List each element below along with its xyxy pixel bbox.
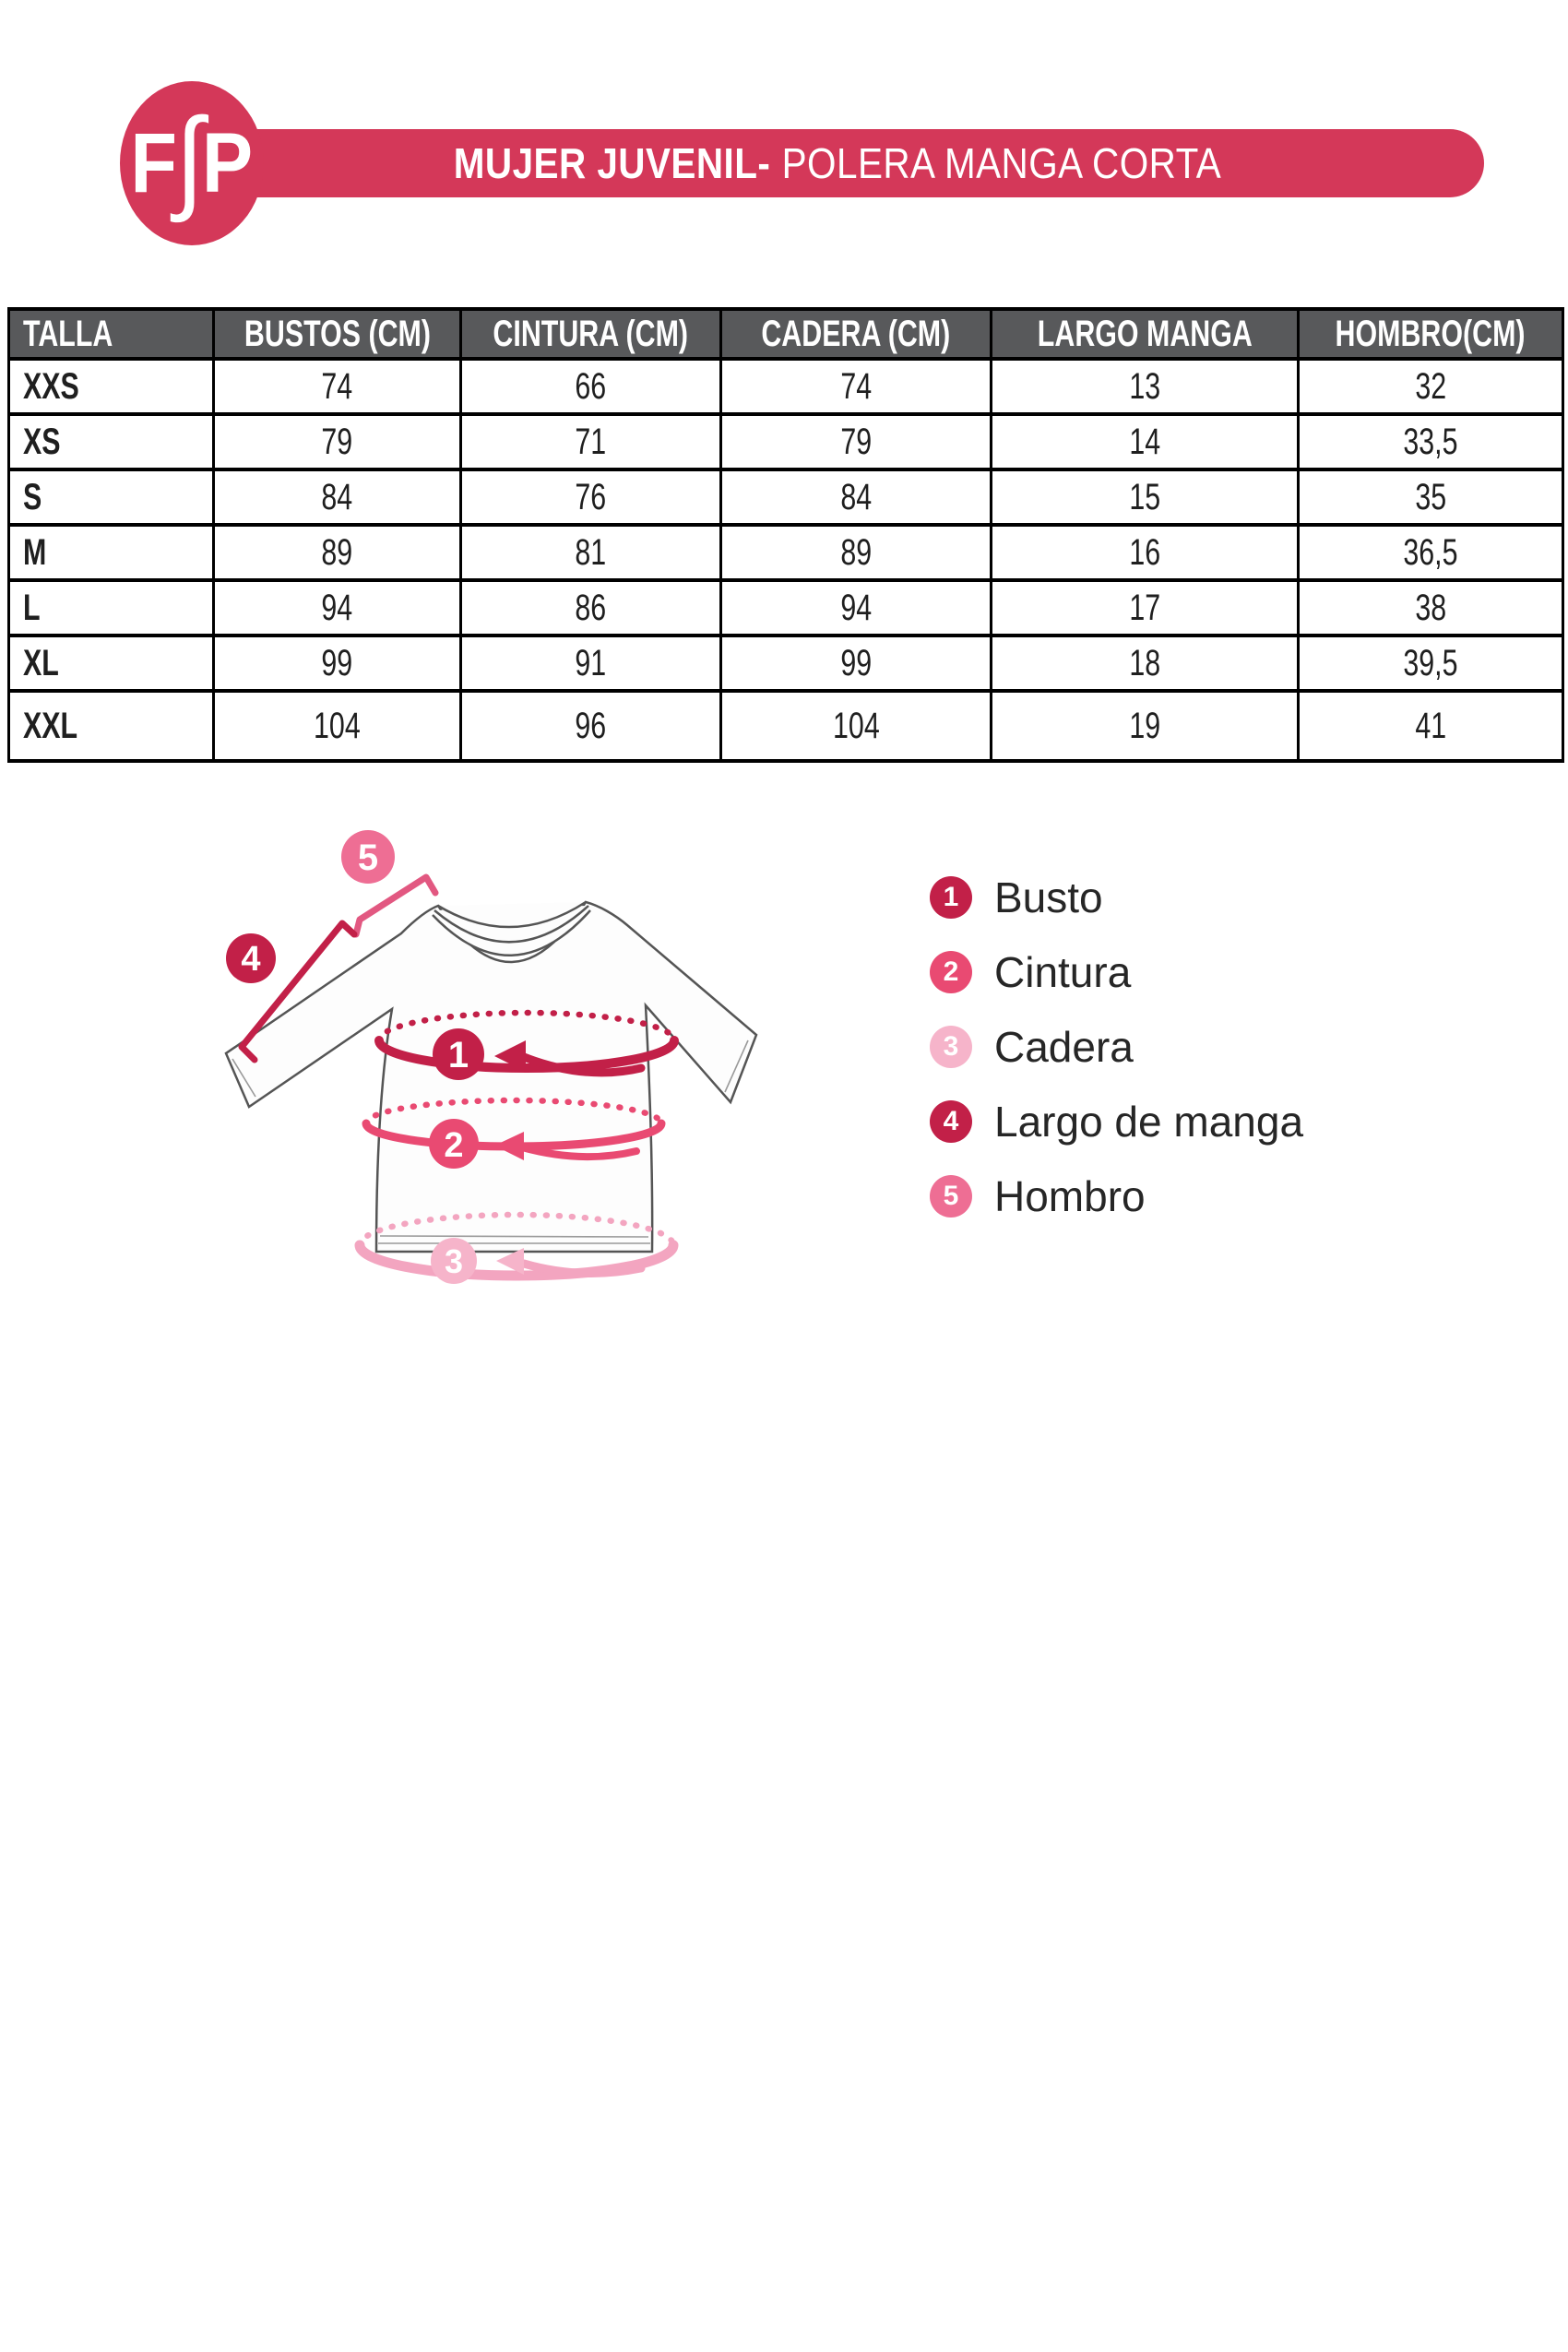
table-cell: 18 (992, 636, 1299, 691)
table-cell: 94 (214, 580, 461, 636)
size-label: XL (9, 636, 214, 691)
size-label: XXL (9, 691, 214, 761)
page-title (454, 138, 1221, 188)
table-cell: 104 (721, 691, 992, 761)
table-row-xl (9, 636, 1563, 691)
table-row-xxl (9, 691, 1563, 761)
logo-letter-f: F (130, 116, 178, 210)
legend-label: Busto (994, 873, 1103, 921)
legend-badge-4: 4 (930, 1100, 972, 1143)
measurement-legend (930, 873, 1304, 1250)
table-cell: 19 (992, 691, 1299, 761)
legend-badge-3: 3 (930, 1026, 972, 1068)
legend-label: Cadera (994, 1023, 1134, 1071)
table-cell: 33,5 (1299, 414, 1563, 469)
logo-letter-p: P (202, 116, 254, 210)
legend-label: Cintura (994, 948, 1132, 996)
column-header-largo-manga: LARGO MANGA (992, 309, 1299, 359)
table-cell: 16 (992, 525, 1299, 580)
table-cell: 79 (721, 414, 992, 469)
table-row-m (9, 525, 1563, 580)
table-cell: 86 (461, 580, 721, 636)
legend-item-cadera (930, 1023, 1303, 1071)
legend-item-busto (930, 873, 1303, 921)
table-cell: 84 (214, 469, 461, 525)
diagram-badge-2-number: 2 (444, 1126, 464, 1165)
diagram-badge-3-number: 3 (444, 1242, 464, 1280)
table-cell: 15 (992, 469, 1299, 525)
size-label: XS (9, 414, 214, 469)
table-cell: 96 (461, 691, 721, 761)
table-cell: 71 (461, 414, 721, 469)
column-header-cadera: CADERA (CM) (721, 309, 992, 359)
table-cell: 74 (214, 359, 461, 414)
logo-swoosh-icon: ∫ (175, 96, 204, 223)
table-cell: 76 (461, 469, 721, 525)
table-cell: 39,5 (1299, 636, 1563, 691)
legend-badge-5: 5 (930, 1175, 972, 1218)
table-cell: 32 (1299, 359, 1563, 414)
legend-label: Largo de manga (994, 1098, 1304, 1146)
table-cell: 66 (461, 359, 721, 414)
table-cell: 13 (992, 359, 1299, 414)
diagram-badge-5-number: 5 (357, 837, 379, 878)
column-header-talla: TALLA (9, 309, 214, 359)
legend-badge-2: 2 (930, 951, 972, 993)
table-cell: 91 (461, 636, 721, 691)
legend-item-cintura (930, 948, 1303, 996)
table-cell: 99 (721, 636, 992, 691)
legend-item-largo-de-manga (930, 1098, 1304, 1146)
table-cell: 89 (721, 525, 992, 580)
column-header-bustos: BUSTOS (CM) (214, 309, 461, 359)
table-cell: 94 (721, 580, 992, 636)
diagram-badge-4-number: 4 (241, 940, 261, 979)
table-cell: 41 (1299, 691, 1563, 761)
table-cell: 99 (214, 636, 461, 691)
legend-label: Hombro (994, 1172, 1146, 1220)
table-cell: 17 (992, 580, 1299, 636)
size-label: XXS (9, 359, 214, 414)
table-row-s (9, 469, 1563, 525)
legend-badge-1: 1 (930, 876, 972, 919)
table-cell: 104 (214, 691, 461, 761)
tshirt-outline (226, 902, 756, 1252)
table-cell: 14 (992, 414, 1299, 469)
size-label: M (9, 525, 214, 580)
brand-logo-letters (130, 96, 254, 223)
table-cell: 35 (1299, 469, 1563, 525)
table-cell: 79 (214, 414, 461, 469)
table-row-xxs (9, 359, 1563, 414)
table-header-row (9, 309, 1563, 359)
diagram-badge-1-number: 1 (447, 1035, 469, 1075)
brand-logo (120, 81, 264, 245)
column-header-hombro: HOMBRO(CM) (1299, 309, 1563, 359)
page-title-product: POLERA MANGA CORTA (781, 139, 1222, 187)
table-row-xs (9, 414, 1563, 469)
title-banner (191, 129, 1484, 197)
size-label: S (9, 469, 214, 525)
size-label: L (9, 580, 214, 636)
size-table (7, 307, 1564, 763)
legend-item-hombro (930, 1172, 1303, 1220)
table-cell: 74 (721, 359, 992, 414)
page-title-category: MUJER JUVENIL- (453, 139, 771, 187)
tshirt-measurement-diagram (129, 802, 830, 1328)
table-cell: 38 (1299, 580, 1563, 636)
table-cell: 84 (721, 469, 992, 525)
table-row-l (9, 580, 1563, 636)
table-cell: 36,5 (1299, 525, 1563, 580)
table-cell: 89 (214, 525, 461, 580)
table-cell: 81 (461, 525, 721, 580)
column-header-cintura: CINTURA (CM) (461, 309, 721, 359)
